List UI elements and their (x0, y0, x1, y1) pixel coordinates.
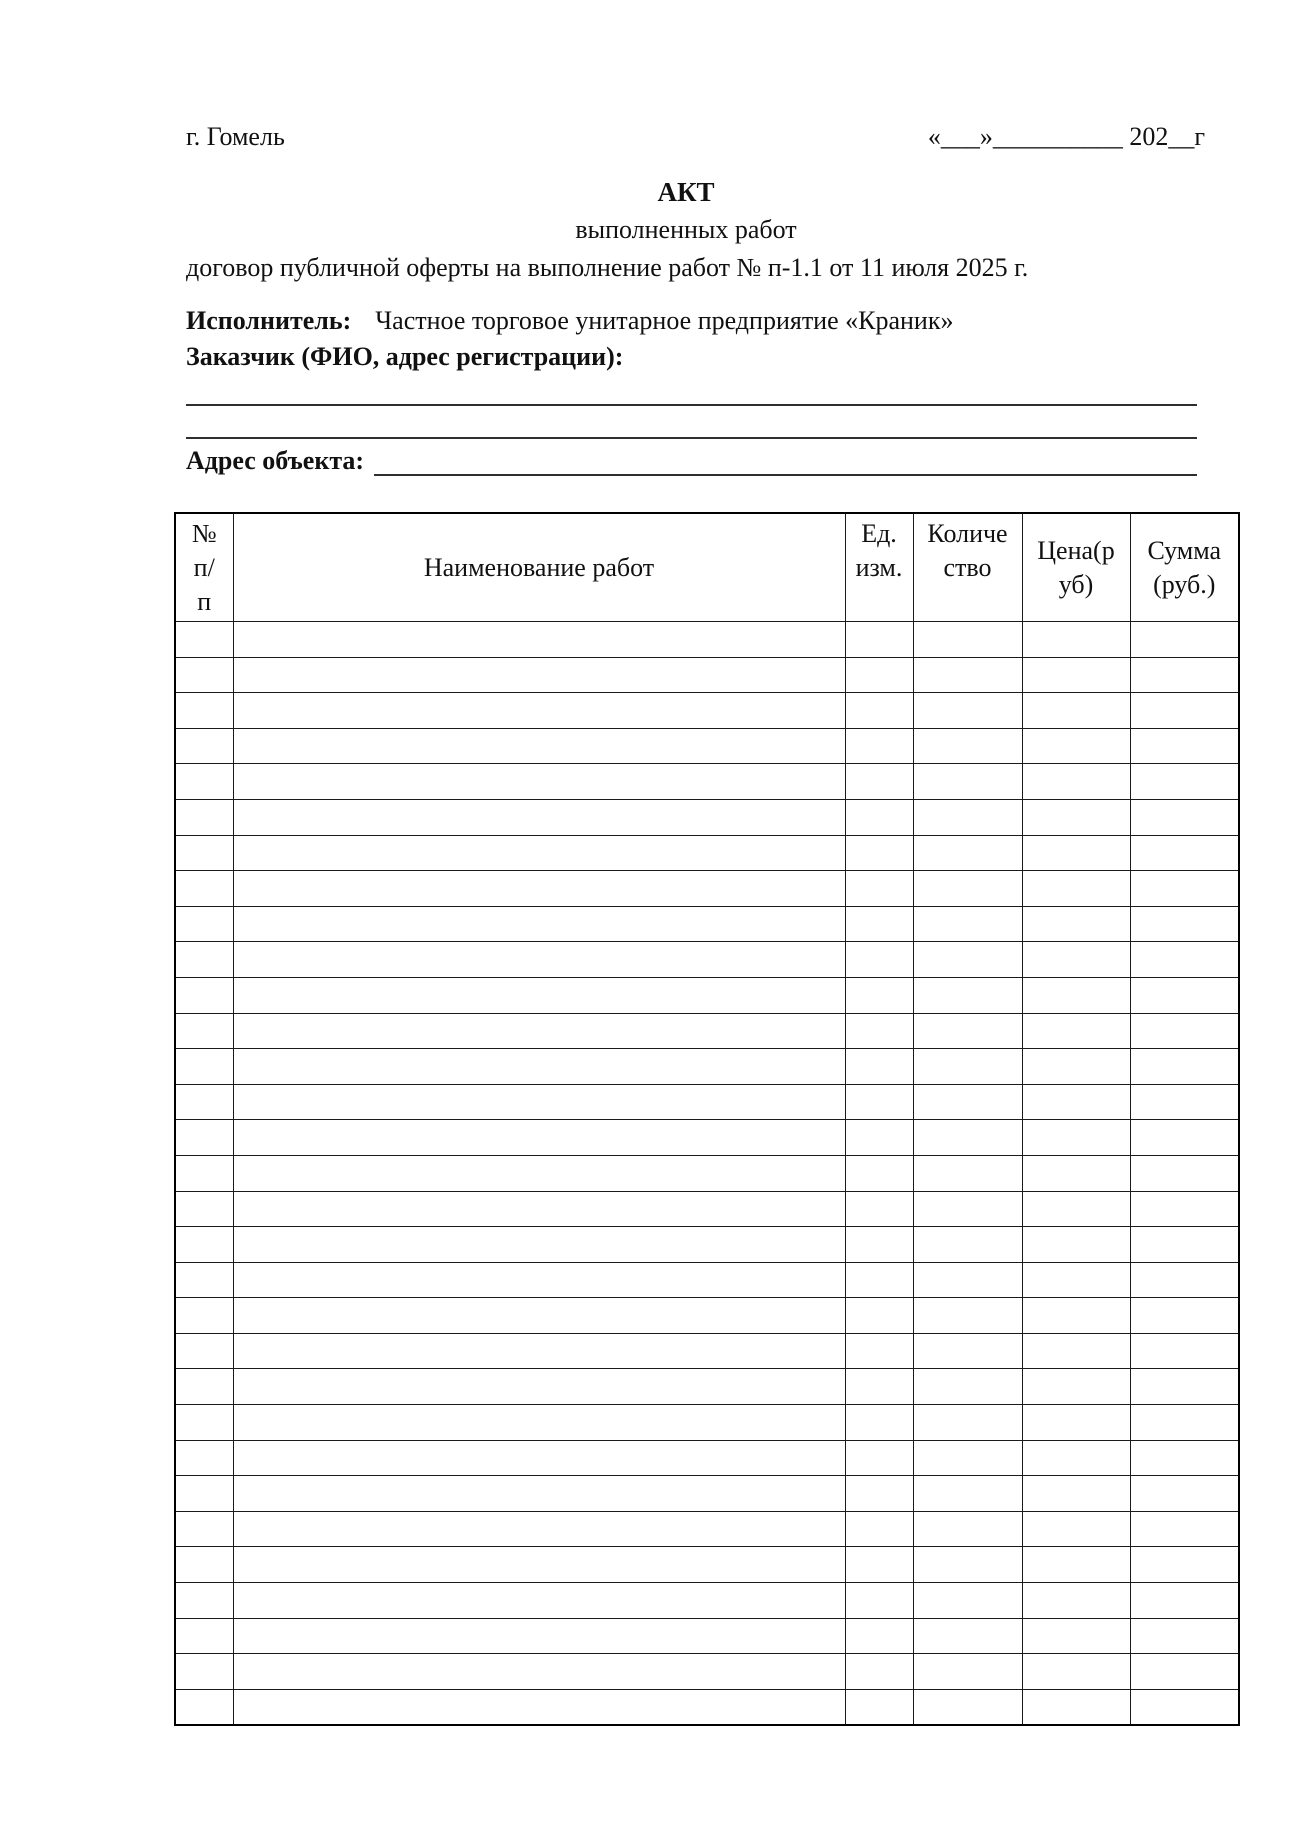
table-row (175, 1120, 1239, 1156)
empty-cell-unit[interactable] (845, 835, 913, 871)
empty-cell-price[interactable] (1022, 764, 1130, 800)
empty-cell-quantity[interactable] (913, 799, 1022, 835)
empty-cell-sum[interactable] (1130, 1262, 1239, 1298)
empty-cell-quantity[interactable] (913, 1013, 1022, 1049)
empty-cell-number[interactable] (175, 1191, 233, 1227)
empty-cell-price[interactable] (1022, 1654, 1130, 1690)
empty-cell-price[interactable] (1022, 1440, 1130, 1476)
empty-cell-number[interactable] (175, 1155, 233, 1191)
contract-reference: договор публичной оферты на выполнение работ № п-1.1 от 11 июля 2025 г. (186, 253, 1029, 282)
empty-cell-work-name[interactable] (233, 1120, 845, 1156)
empty-cell-quantity[interactable] (913, 1583, 1022, 1619)
empty-cell-number[interactable] (175, 1618, 233, 1654)
empty-cell-quantity[interactable] (913, 1333, 1022, 1369)
empty-cell-number[interactable] (175, 1654, 233, 1690)
empty-cell-work-name[interactable] (233, 1298, 845, 1334)
empty-cell-unit[interactable] (845, 1511, 913, 1547)
empty-cell-unit[interactable] (845, 1547, 913, 1583)
empty-cell-price[interactable] (1022, 1369, 1130, 1405)
empty-cell-quantity[interactable] (913, 835, 1022, 871)
table-row (175, 1298, 1239, 1334)
empty-cell-unit[interactable] (845, 1262, 913, 1298)
empty-cell-unit[interactable] (845, 728, 913, 764)
empty-cell-sum[interactable] (1130, 1120, 1239, 1156)
empty-cell-price[interactable] (1022, 1618, 1130, 1654)
empty-cell-unit[interactable] (845, 1013, 913, 1049)
empty-cell-work-name[interactable] (233, 1333, 845, 1369)
object-address-colon: : (355, 446, 365, 475)
empty-cell-number[interactable] (175, 1369, 233, 1405)
act-title: АКТ (657, 177, 715, 207)
empty-cell-sum[interactable] (1130, 1298, 1239, 1334)
empty-cell-work-name[interactable] (233, 1618, 845, 1654)
empty-cell-price[interactable] (1022, 977, 1130, 1013)
empty-cell-price[interactable] (1022, 1583, 1130, 1619)
empty-cell-price[interactable] (1022, 1476, 1130, 1512)
empty-cell-work-name[interactable] (233, 1013, 845, 1049)
table-row (175, 1476, 1239, 1512)
empty-cell-unit[interactable] (845, 1440, 913, 1476)
empty-cell-quantity[interactable] (913, 622, 1022, 658)
empty-cell-unit[interactable] (845, 764, 913, 800)
empty-cell-work-name[interactable] (233, 1654, 845, 1690)
empty-cell-unit[interactable] (845, 657, 913, 693)
column-header-quantity (913, 513, 1022, 622)
empty-cell-number[interactable] (175, 728, 233, 764)
empty-cell-number[interactable] (175, 1511, 233, 1547)
empty-cell-number[interactable] (175, 1084, 233, 1120)
empty-cell-price[interactable] (1022, 1155, 1130, 1191)
empty-cell-unit[interactable] (845, 1298, 913, 1334)
empty-cell-quantity[interactable] (913, 1084, 1022, 1120)
empty-cell-quantity[interactable] (913, 1618, 1022, 1654)
empty-cell-sum[interactable] (1130, 906, 1239, 942)
object-address-row (186, 444, 1197, 476)
table-row (175, 1583, 1239, 1619)
empty-cell-price[interactable] (1022, 1084, 1130, 1120)
empty-cell-unit[interactable] (845, 1583, 913, 1619)
empty-cell-unit[interactable] (845, 906, 913, 942)
empty-cell-price[interactable] (1022, 799, 1130, 835)
empty-cell-unit[interactable] (845, 1155, 913, 1191)
empty-cell-quantity[interactable] (913, 693, 1022, 729)
empty-cell-number[interactable] (175, 1333, 233, 1369)
empty-cell-quantity[interactable] (913, 1440, 1022, 1476)
empty-cell-sum[interactable] (1130, 1013, 1239, 1049)
table-row (175, 622, 1239, 658)
column-header-sum-line: Сумма (1147, 535, 1222, 565)
empty-cell-quantity[interactable] (913, 1262, 1022, 1298)
column-header-price-line: уб) (1058, 569, 1094, 599)
empty-cell-work-name[interactable] (233, 942, 845, 978)
column-header-quantity-line: ство (943, 553, 992, 582)
empty-cell-unit[interactable] (845, 1369, 913, 1405)
empty-cell-quantity[interactable] (913, 1654, 1022, 1690)
empty-cell-number[interactable] (175, 1689, 233, 1725)
empty-cell-price[interactable] (1022, 1547, 1130, 1583)
column-header-work-name (233, 513, 845, 622)
empty-cell-sum[interactable] (1130, 728, 1239, 764)
empty-cell-price[interactable] (1022, 835, 1130, 871)
table-row (175, 906, 1239, 942)
empty-cell-price[interactable] (1022, 1049, 1130, 1085)
empty-cell-price[interactable] (1022, 1298, 1130, 1334)
table-row (175, 1511, 1239, 1547)
empty-cell-work-name[interactable] (233, 906, 845, 942)
table-row (175, 657, 1239, 693)
customer-fill-line-2[interactable] (186, 404, 1197, 439)
empty-cell-price[interactable] (1022, 657, 1130, 693)
customer-label: Заказчик (ФИО, адрес регистрации): (186, 342, 624, 371)
empty-cell-quantity[interactable] (913, 1191, 1022, 1227)
empty-cell-quantity[interactable] (913, 657, 1022, 693)
empty-cell-unit[interactable] (845, 1227, 913, 1263)
empty-cell-quantity[interactable] (913, 1511, 1022, 1547)
empty-cell-number[interactable] (175, 657, 233, 693)
column-header-number-line: № (191, 518, 217, 548)
empty-cell-number[interactable] (175, 835, 233, 871)
empty-cell-sum[interactable] (1130, 1583, 1239, 1619)
table-row (175, 1618, 1239, 1654)
table-row (175, 1084, 1239, 1120)
empty-cell-price[interactable] (1022, 1511, 1130, 1547)
act-subtitle: выполненных работ (575, 215, 797, 244)
empty-cell-unit[interactable] (845, 1333, 913, 1369)
column-header-quantity-line: Количе (927, 519, 1008, 548)
empty-cell-sum[interactable] (1130, 622, 1239, 658)
empty-cell-sum[interactable] (1130, 1547, 1239, 1583)
table-row (175, 1191, 1239, 1227)
column-header-number (175, 513, 233, 622)
empty-cell-price[interactable] (1022, 1191, 1130, 1227)
empty-cell-work-name[interactable] (233, 977, 845, 1013)
empty-cell-sum[interactable] (1130, 835, 1239, 871)
empty-cell-number[interactable] (175, 1547, 233, 1583)
empty-cell-number[interactable] (175, 799, 233, 835)
empty-cell-quantity[interactable] (913, 871, 1022, 907)
empty-cell-sum[interactable] (1130, 871, 1239, 907)
empty-cell-price[interactable] (1022, 728, 1130, 764)
empty-cell-price[interactable] (1022, 1333, 1130, 1369)
empty-cell-work-name[interactable] (233, 1084, 845, 1120)
column-header-unit-line: изм. (855, 553, 903, 582)
document-topline (186, 122, 1205, 152)
empty-cell-number[interactable] (175, 977, 233, 1013)
empty-cell-price[interactable] (1022, 1689, 1130, 1725)
empty-cell-unit[interactable] (845, 1476, 913, 1512)
empty-cell-work-name[interactable] (233, 764, 845, 800)
empty-cell-number[interactable] (175, 1476, 233, 1512)
empty-cell-work-name[interactable] (233, 1049, 845, 1085)
empty-cell-unit[interactable] (845, 1084, 913, 1120)
table-row (175, 942, 1239, 978)
column-header-number-line: п (197, 586, 212, 616)
empty-cell-unit[interactable] (845, 1618, 913, 1654)
works-table (174, 512, 1240, 1726)
empty-cell-sum[interactable] (1130, 1618, 1239, 1654)
table-row (175, 1049, 1239, 1085)
table-row (175, 1262, 1239, 1298)
table-row (175, 799, 1239, 835)
column-header-price (1022, 513, 1130, 622)
empty-cell-work-name[interactable] (233, 1583, 845, 1619)
empty-cell-quantity[interactable] (913, 906, 1022, 942)
column-header-work-name-line: Наименование работ (423, 552, 655, 582)
empty-cell-sum[interactable] (1130, 799, 1239, 835)
empty-cell-work-name[interactable] (233, 1191, 845, 1227)
table-row (175, 1333, 1239, 1369)
column-header-number-line: п/ (193, 552, 215, 582)
empty-cell-number[interactable] (175, 1049, 233, 1085)
empty-cell-quantity[interactable] (913, 1547, 1022, 1583)
empty-cell-work-name[interactable] (233, 1440, 845, 1476)
empty-cell-work-name[interactable] (233, 622, 845, 658)
empty-cell-work-name[interactable] (233, 1369, 845, 1405)
empty-cell-number[interactable] (175, 764, 233, 800)
empty-cell-unit[interactable] (845, 1191, 913, 1227)
empty-cell-sum[interactable] (1130, 1440, 1239, 1476)
empty-cell-work-name[interactable] (233, 799, 845, 835)
empty-cell-sum[interactable] (1130, 1369, 1239, 1405)
empty-cell-number[interactable] (175, 1298, 233, 1334)
empty-cell-quantity[interactable] (913, 1049, 1022, 1085)
empty-cell-sum[interactable] (1130, 657, 1239, 693)
table-row (175, 764, 1239, 800)
empty-cell-number[interactable] (175, 1120, 233, 1156)
empty-cell-price[interactable] (1022, 871, 1130, 907)
empty-cell-quantity[interactable] (913, 1227, 1022, 1263)
empty-cell-price[interactable] (1022, 942, 1130, 978)
object-address-label: Адрес объекта (186, 446, 356, 475)
empty-cell-sum[interactable] (1130, 942, 1239, 978)
empty-cell-number[interactable] (175, 871, 233, 907)
empty-cell-work-name[interactable] (233, 728, 845, 764)
empty-cell-number[interactable] (175, 1013, 233, 1049)
empty-cell-sum[interactable] (1130, 977, 1239, 1013)
empty-cell-price[interactable] (1022, 1262, 1130, 1298)
empty-cell-sum[interactable] (1130, 1654, 1239, 1690)
empty-cell-unit[interactable] (845, 1654, 913, 1690)
empty-cell-quantity[interactable] (913, 1369, 1022, 1405)
empty-cell-sum[interactable] (1130, 1191, 1239, 1227)
empty-cell-number[interactable] (175, 1440, 233, 1476)
empty-cell-number[interactable] (175, 693, 233, 729)
empty-cell-sum[interactable] (1130, 1689, 1239, 1725)
table-row (175, 1654, 1239, 1690)
empty-cell-sum[interactable] (1130, 1227, 1239, 1263)
empty-cell-price[interactable] (1022, 622, 1130, 658)
table-row (175, 1405, 1239, 1441)
table-row (175, 1547, 1239, 1583)
table-row (175, 1013, 1239, 1049)
empty-cell-number[interactable] (175, 1583, 233, 1619)
table-row (175, 728, 1239, 764)
empty-cell-work-name[interactable] (233, 1227, 845, 1263)
empty-cell-price[interactable] (1022, 1120, 1130, 1156)
executor-label: Исполнитель: (186, 306, 352, 335)
empty-cell-sum[interactable] (1130, 693, 1239, 729)
empty-cell-work-name[interactable] (233, 835, 845, 871)
empty-cell-unit[interactable] (845, 1689, 913, 1725)
column-header-sum (1130, 513, 1239, 622)
empty-cell-unit[interactable] (845, 1405, 913, 1441)
date-blank[interactable]: «___»__________ 202__г (927, 122, 1205, 151)
table-row (175, 977, 1239, 1013)
empty-cell-unit[interactable] (845, 799, 913, 835)
table-row (175, 1227, 1239, 1263)
empty-cell-work-name[interactable] (233, 1405, 845, 1441)
empty-cell-quantity[interactable] (913, 1405, 1022, 1441)
customer-fill-line-1[interactable] (186, 371, 1197, 406)
empty-cell-price[interactable] (1022, 1227, 1130, 1263)
empty-cell-number[interactable] (175, 1405, 233, 1441)
empty-cell-work-name[interactable] (233, 693, 845, 729)
empty-cell-quantity[interactable] (913, 1155, 1022, 1191)
empty-cell-sum[interactable] (1130, 1049, 1239, 1085)
empty-cell-quantity[interactable] (913, 942, 1022, 978)
empty-cell-sum[interactable] (1130, 1405, 1239, 1441)
column-header-sum-line: (руб.) (1153, 569, 1216, 599)
empty-cell-quantity[interactable] (913, 977, 1022, 1013)
empty-cell-quantity[interactable] (913, 1298, 1022, 1334)
empty-cell-work-name[interactable] (233, 1476, 845, 1512)
empty-cell-sum[interactable] (1130, 764, 1239, 800)
executor-name: Частное торговое унитарное предприятие «Краник» (375, 306, 954, 335)
empty-cell-work-name[interactable] (233, 1155, 845, 1191)
empty-cell-price[interactable] (1022, 1405, 1130, 1441)
empty-cell-work-name[interactable] (233, 871, 845, 907)
table-row (175, 1440, 1239, 1476)
empty-cell-quantity[interactable] (913, 1689, 1022, 1725)
empty-cell-number[interactable] (175, 622, 233, 658)
header-row (175, 513, 1239, 622)
empty-cell-sum[interactable] (1130, 1155, 1239, 1191)
empty-cell-sum[interactable] (1130, 1333, 1239, 1369)
empty-cell-unit[interactable] (845, 693, 913, 729)
empty-cell-quantity[interactable] (913, 1120, 1022, 1156)
empty-cell-unit[interactable] (845, 942, 913, 978)
empty-cell-number[interactable] (175, 1262, 233, 1298)
empty-cell-work-name[interactable] (233, 1262, 845, 1298)
table-row (175, 1369, 1239, 1405)
column-header-price-line: Цена(р (1037, 535, 1115, 565)
table-row (175, 871, 1239, 907)
table-row (175, 1689, 1239, 1725)
table-row (175, 693, 1239, 729)
column-header-unit-line: Ед. (861, 519, 897, 548)
empty-cell-work-name[interactable] (233, 1689, 845, 1725)
empty-cell-number[interactable] (175, 1227, 233, 1263)
empty-cell-quantity[interactable] (913, 1476, 1022, 1512)
empty-cell-unit[interactable] (845, 1049, 913, 1085)
empty-cell-work-name[interactable] (233, 657, 845, 693)
empty-cell-sum[interactable] (1130, 1084, 1239, 1120)
empty-cell-unit[interactable] (845, 622, 913, 658)
table-row (175, 1155, 1239, 1191)
empty-cell-unit[interactable] (845, 977, 913, 1013)
empty-cell-work-name[interactable] (233, 1511, 845, 1547)
empty-cell-unit[interactable] (845, 871, 913, 907)
column-header-unit (845, 513, 913, 622)
city-label: г. Гомель (186, 122, 285, 151)
empty-cell-quantity[interactable] (913, 764, 1022, 800)
object-address-fill-line[interactable] (374, 444, 1197, 476)
executor-line (186, 306, 1205, 336)
table-row (175, 835, 1239, 871)
empty-cell-quantity[interactable] (913, 728, 1022, 764)
empty-cell-price[interactable] (1022, 1013, 1130, 1049)
empty-cell-unit[interactable] (845, 1120, 913, 1156)
empty-cell-price[interactable] (1022, 693, 1130, 729)
empty-cell-work-name[interactable] (233, 1547, 845, 1583)
empty-cell-price[interactable] (1022, 906, 1130, 942)
works-table-header (175, 513, 1239, 622)
empty-cell-sum[interactable] (1130, 1511, 1239, 1547)
works-table-body (175, 622, 1239, 1726)
empty-cell-sum[interactable] (1130, 1476, 1239, 1512)
empty-cell-number[interactable] (175, 942, 233, 978)
empty-cell-number[interactable] (175, 906, 233, 942)
